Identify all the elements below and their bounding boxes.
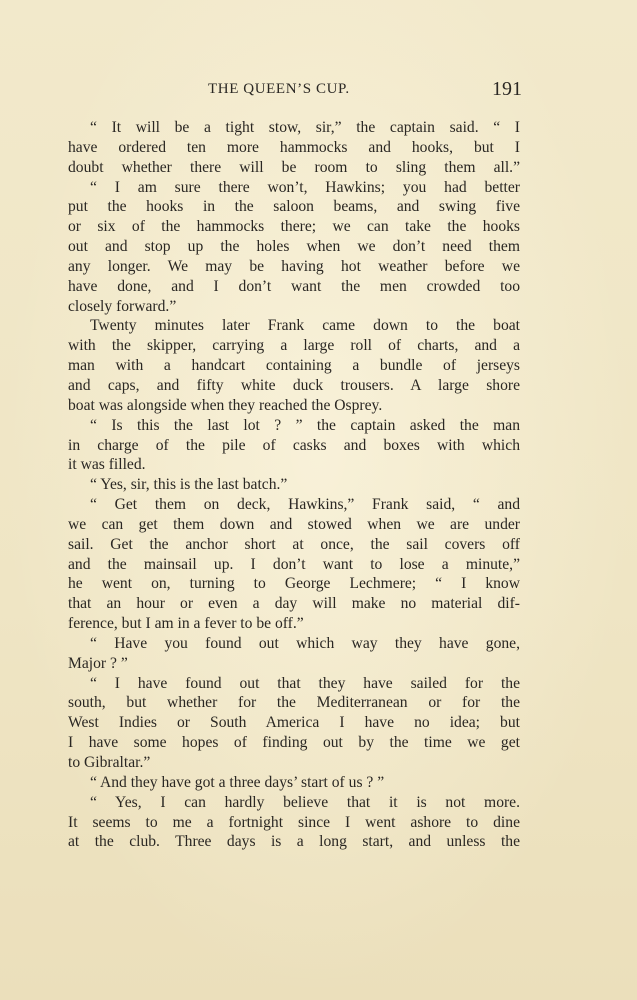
running-title: THE QUEEN’S CUP. (208, 81, 350, 97)
text-line: Twenty minutes later Frank came down to the boat (90, 317, 520, 335)
text-line: West Indies or South America I have no idea; but (68, 714, 520, 732)
text-line: ference, but I am in a fever to be off.” (68, 615, 304, 633)
text-line: and the mainsail up. I don’t want to lose a minute,” (68, 555, 520, 573)
text-line: “ Yes, I can hardly believe that it is not more. (90, 793, 520, 811)
text-line: to Gibraltar.” (68, 754, 151, 771)
text-line: and caps, and fifty white duck trousers. A large shore (68, 376, 520, 394)
text-line: “ Is this the last lot ? ” the captain asked the man (90, 416, 520, 434)
text-line: Major ? ” (68, 654, 128, 672)
text-line: It seems to me a fortnight since I went ashore to dine (68, 813, 520, 831)
text-line: “ I am sure there won’t, Hawkins; you had better (90, 178, 520, 196)
body-text (68, 118, 520, 852)
text-line: doubt whether there will be room to sling them all.” (68, 158, 520, 176)
text-line: put the hooks in the saloon beams, and swing five (68, 198, 520, 216)
page-number: 191 (492, 78, 522, 100)
text-line: I have some hopes of finding out by the time we get (68, 734, 520, 752)
text-line: that an hour or even a day will make no material dif- (68, 595, 520, 613)
text-line: out and stop up the holes when we don’t need them (68, 238, 520, 256)
text-line: he went on, turning to George Lechmere; “ I know (68, 575, 520, 593)
text-line: “ And they have got a three days’ start of us ? ” (90, 773, 385, 791)
text-line: south, but whether for the Mediterranean or for the (68, 694, 520, 712)
text-line: in charge of the pile of casks and boxes with which (68, 436, 520, 454)
text-line: closely forward.” (68, 297, 177, 315)
text-line: it was filled. (68, 456, 146, 474)
text-line: any longer. We may be having hot weather before we (68, 257, 520, 275)
text-line: “ It will be a tight stow, sir,” the captain said. “ I (90, 119, 520, 136)
text-line: sail. Get the anchor short at once, the sail covers off (68, 535, 520, 553)
text-line: “ I have found out that they have sailed for the (90, 674, 520, 692)
running-head (68, 78, 520, 106)
text-line: “ Have you found out which way they have gone, (90, 634, 520, 652)
text-line: boat was alongside when they reached the Osprey. (68, 396, 383, 414)
text-line: we can get them down and stowed when we are under (68, 515, 520, 533)
text-line: with the skipper, carrying a large roll of charts, and a (68, 337, 520, 355)
text-line: at the club. Three days is a long start, and unless the (68, 833, 520, 851)
text-line: have done, and I don’t want the men crowded too (68, 277, 520, 295)
text-line: man with a handcart containing a bundle of jerseys (68, 357, 520, 375)
text-line: or six of the hammocks there; we can take the hooks (68, 218, 520, 236)
text-line: “ Yes, sir, this is the last batch.” (90, 476, 288, 494)
text-line: have ordered ten more hammocks and hooks, but I (68, 138, 520, 156)
text-line: “ Get them on deck, Hawkins,” Frank said, “ and (90, 496, 520, 514)
